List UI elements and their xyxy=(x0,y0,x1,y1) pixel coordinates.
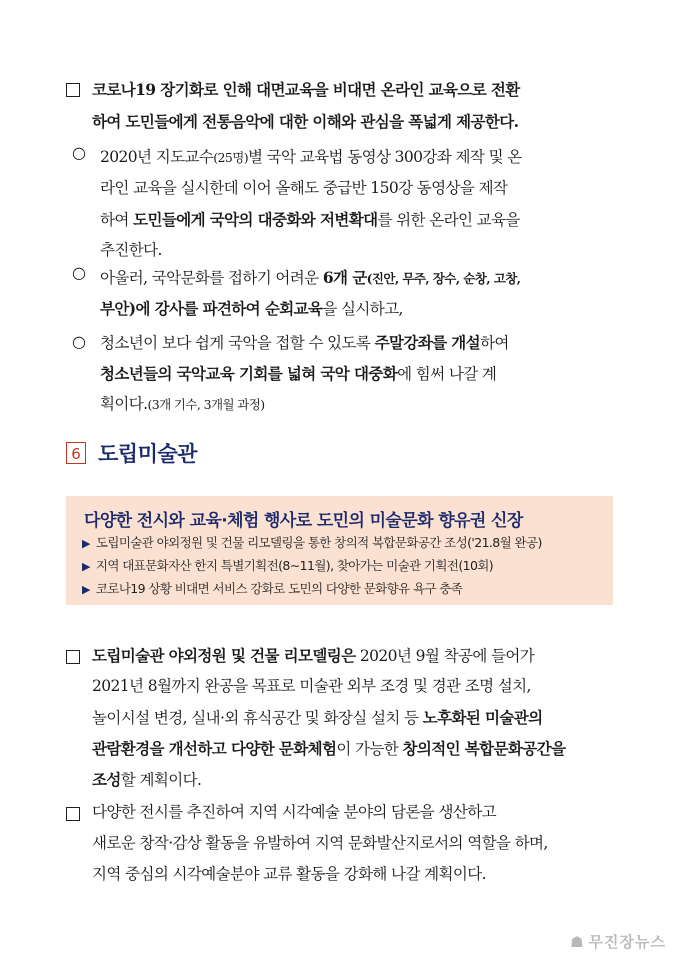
text-line xyxy=(100,293,520,324)
text-line: 지역 중심의 시각예술분야 교류 활동을 강화해 나갈 계획이다. xyxy=(92,865,486,883)
logo-icon: ☗ xyxy=(570,933,585,951)
text-run: 획이다. xyxy=(100,395,148,413)
text-line: 새로운 창작·감상 활동을 유발하여 지역 문화발산지로서의 역할을 하며, xyxy=(92,834,548,852)
text-line xyxy=(100,204,522,235)
text-run: 별 국악 교육법 동영상 300강좌 제작 및 온 xyxy=(247,148,522,166)
summary-item-text: 지역 대표문화자산 한지 특별기획전(8∼11월), 찾아가는 미술관 기획전(10회) xyxy=(95,558,494,573)
summary-title: 다양한 전시와 교육·체험 행사로 도민의 미술문화 향유권 신장 xyxy=(84,511,523,531)
text-line xyxy=(92,764,565,795)
paragraph-museum-remodeling xyxy=(92,640,565,795)
text-line xyxy=(92,702,565,733)
summary-item xyxy=(82,533,542,551)
square-bullet-icon xyxy=(66,83,80,97)
text-run: 하여 xyxy=(480,334,509,352)
text-run: 도립미술관 야외정원 및 건물 리모델링은 xyxy=(92,646,356,665)
text-run: 노후화된 미술관의 xyxy=(422,708,543,727)
text-run: (진안, 무주, 장수, 순창, 고창, xyxy=(366,271,521,286)
text-line: 라인 교육을 실시한데 이어 올해도 중급반 150강 동영상을 제작 xyxy=(100,179,508,197)
text-run: (25명) xyxy=(213,150,248,165)
text-line xyxy=(100,358,509,389)
triangle-bullet-icon: ▶ xyxy=(82,560,90,573)
text-run: 할 계획이다. xyxy=(120,771,202,789)
text-run: 청소년들의 국악교육 기회를 넓혀 국악 대중화 xyxy=(100,364,398,383)
text-line: 2021년 8월까지 완공을 목표로 미술관 외부 조경 및 경관 조명 설치, xyxy=(92,677,531,695)
text-run: 이 가능한 xyxy=(336,740,403,758)
text-run: 도민들에게 국악의 대중화와 저변확대 xyxy=(133,210,378,229)
text-line xyxy=(100,262,520,293)
text-run: 주말강좌를 개설 xyxy=(374,333,481,352)
circle-bullet-icon: ○ xyxy=(72,263,86,282)
text-line xyxy=(92,640,565,671)
text-run: 을 실시하고, xyxy=(322,300,403,318)
circle-bullet-icon: ○ xyxy=(72,143,86,162)
text-run: 를 위한 온라인 교육을 xyxy=(377,211,520,229)
text-line: 추진한다. xyxy=(100,241,162,259)
text-run: 아울러, 국악문화를 접하기 어려운 xyxy=(100,269,323,287)
summary-item-text: 코로나19 상황 비대면 서비스 강화로 도민의 다양한 문화향유 욕구 충족 xyxy=(95,581,463,596)
section-header xyxy=(66,438,197,468)
text-run: 조성 xyxy=(92,770,121,789)
section-number-badge: 6 xyxy=(66,442,86,464)
paragraph-remote-education xyxy=(92,74,520,137)
text-run: 2020년 9월 착공에 들어가 xyxy=(355,647,535,665)
section-title: 도립미술관 xyxy=(98,442,197,466)
text-line: 코로나19 장기화로 인해 대면교육을 비대면 온라인 교육으로 전환 xyxy=(92,80,520,99)
summary-item-text: 도립미술관 야외정원 및 건물 리모델링을 통한 창의적 복합문화공간 조성('21.8월 완공) xyxy=(95,535,542,550)
square-bullet-icon xyxy=(66,650,80,664)
circle-bullet-icon: ○ xyxy=(72,332,86,351)
paragraph-touring-education xyxy=(100,262,520,324)
square-bullet-icon xyxy=(66,807,80,821)
summary-item xyxy=(82,579,462,597)
text-run: 창의적인 복합문화공간을 xyxy=(402,739,566,758)
text-run: 놀이시설 변경, 실내·외 휴식공간 및 화장실 설치 등 xyxy=(92,709,423,727)
watermark-text: 무진장뉴스 xyxy=(588,933,666,951)
text-line xyxy=(100,389,509,420)
text-line xyxy=(100,327,509,358)
triangle-bullet-icon: ▶ xyxy=(82,583,90,596)
text-line: 하여 도민들에게 전통음악에 대한 이해와 관심을 폭넓게 제공한다. xyxy=(92,112,519,131)
text-line xyxy=(92,733,565,764)
paragraph-exhibitions xyxy=(92,797,548,890)
text-run: 6개 군 xyxy=(322,268,367,287)
text-run: 부안)에 강사를 파견하여 순회교육 xyxy=(100,299,323,318)
paragraph-online-lectures xyxy=(100,142,522,266)
triangle-bullet-icon: ▶ xyxy=(82,537,90,550)
summary-item xyxy=(82,556,493,574)
text-line xyxy=(100,142,522,173)
text-run: 하여 xyxy=(100,211,134,229)
text-run: (3개 기수, 3개월 과정) xyxy=(147,397,265,412)
text-run: 청소년이 보다 쉽게 국악을 접할 수 있도록 xyxy=(100,334,375,352)
text-run: 관람환경을 개선하고 다양한 문화체험 xyxy=(92,739,337,758)
text-run: 에 힘써 나갈 계 xyxy=(397,365,497,383)
paragraph-youth-program xyxy=(100,327,509,420)
summary-box xyxy=(66,496,613,605)
watermark xyxy=(570,931,666,952)
text-line: 다양한 전시를 추진하여 지역 시각예술 분야의 담론을 생산하고 xyxy=(92,803,496,821)
text-run: 2020년 지도교수 xyxy=(100,148,214,166)
